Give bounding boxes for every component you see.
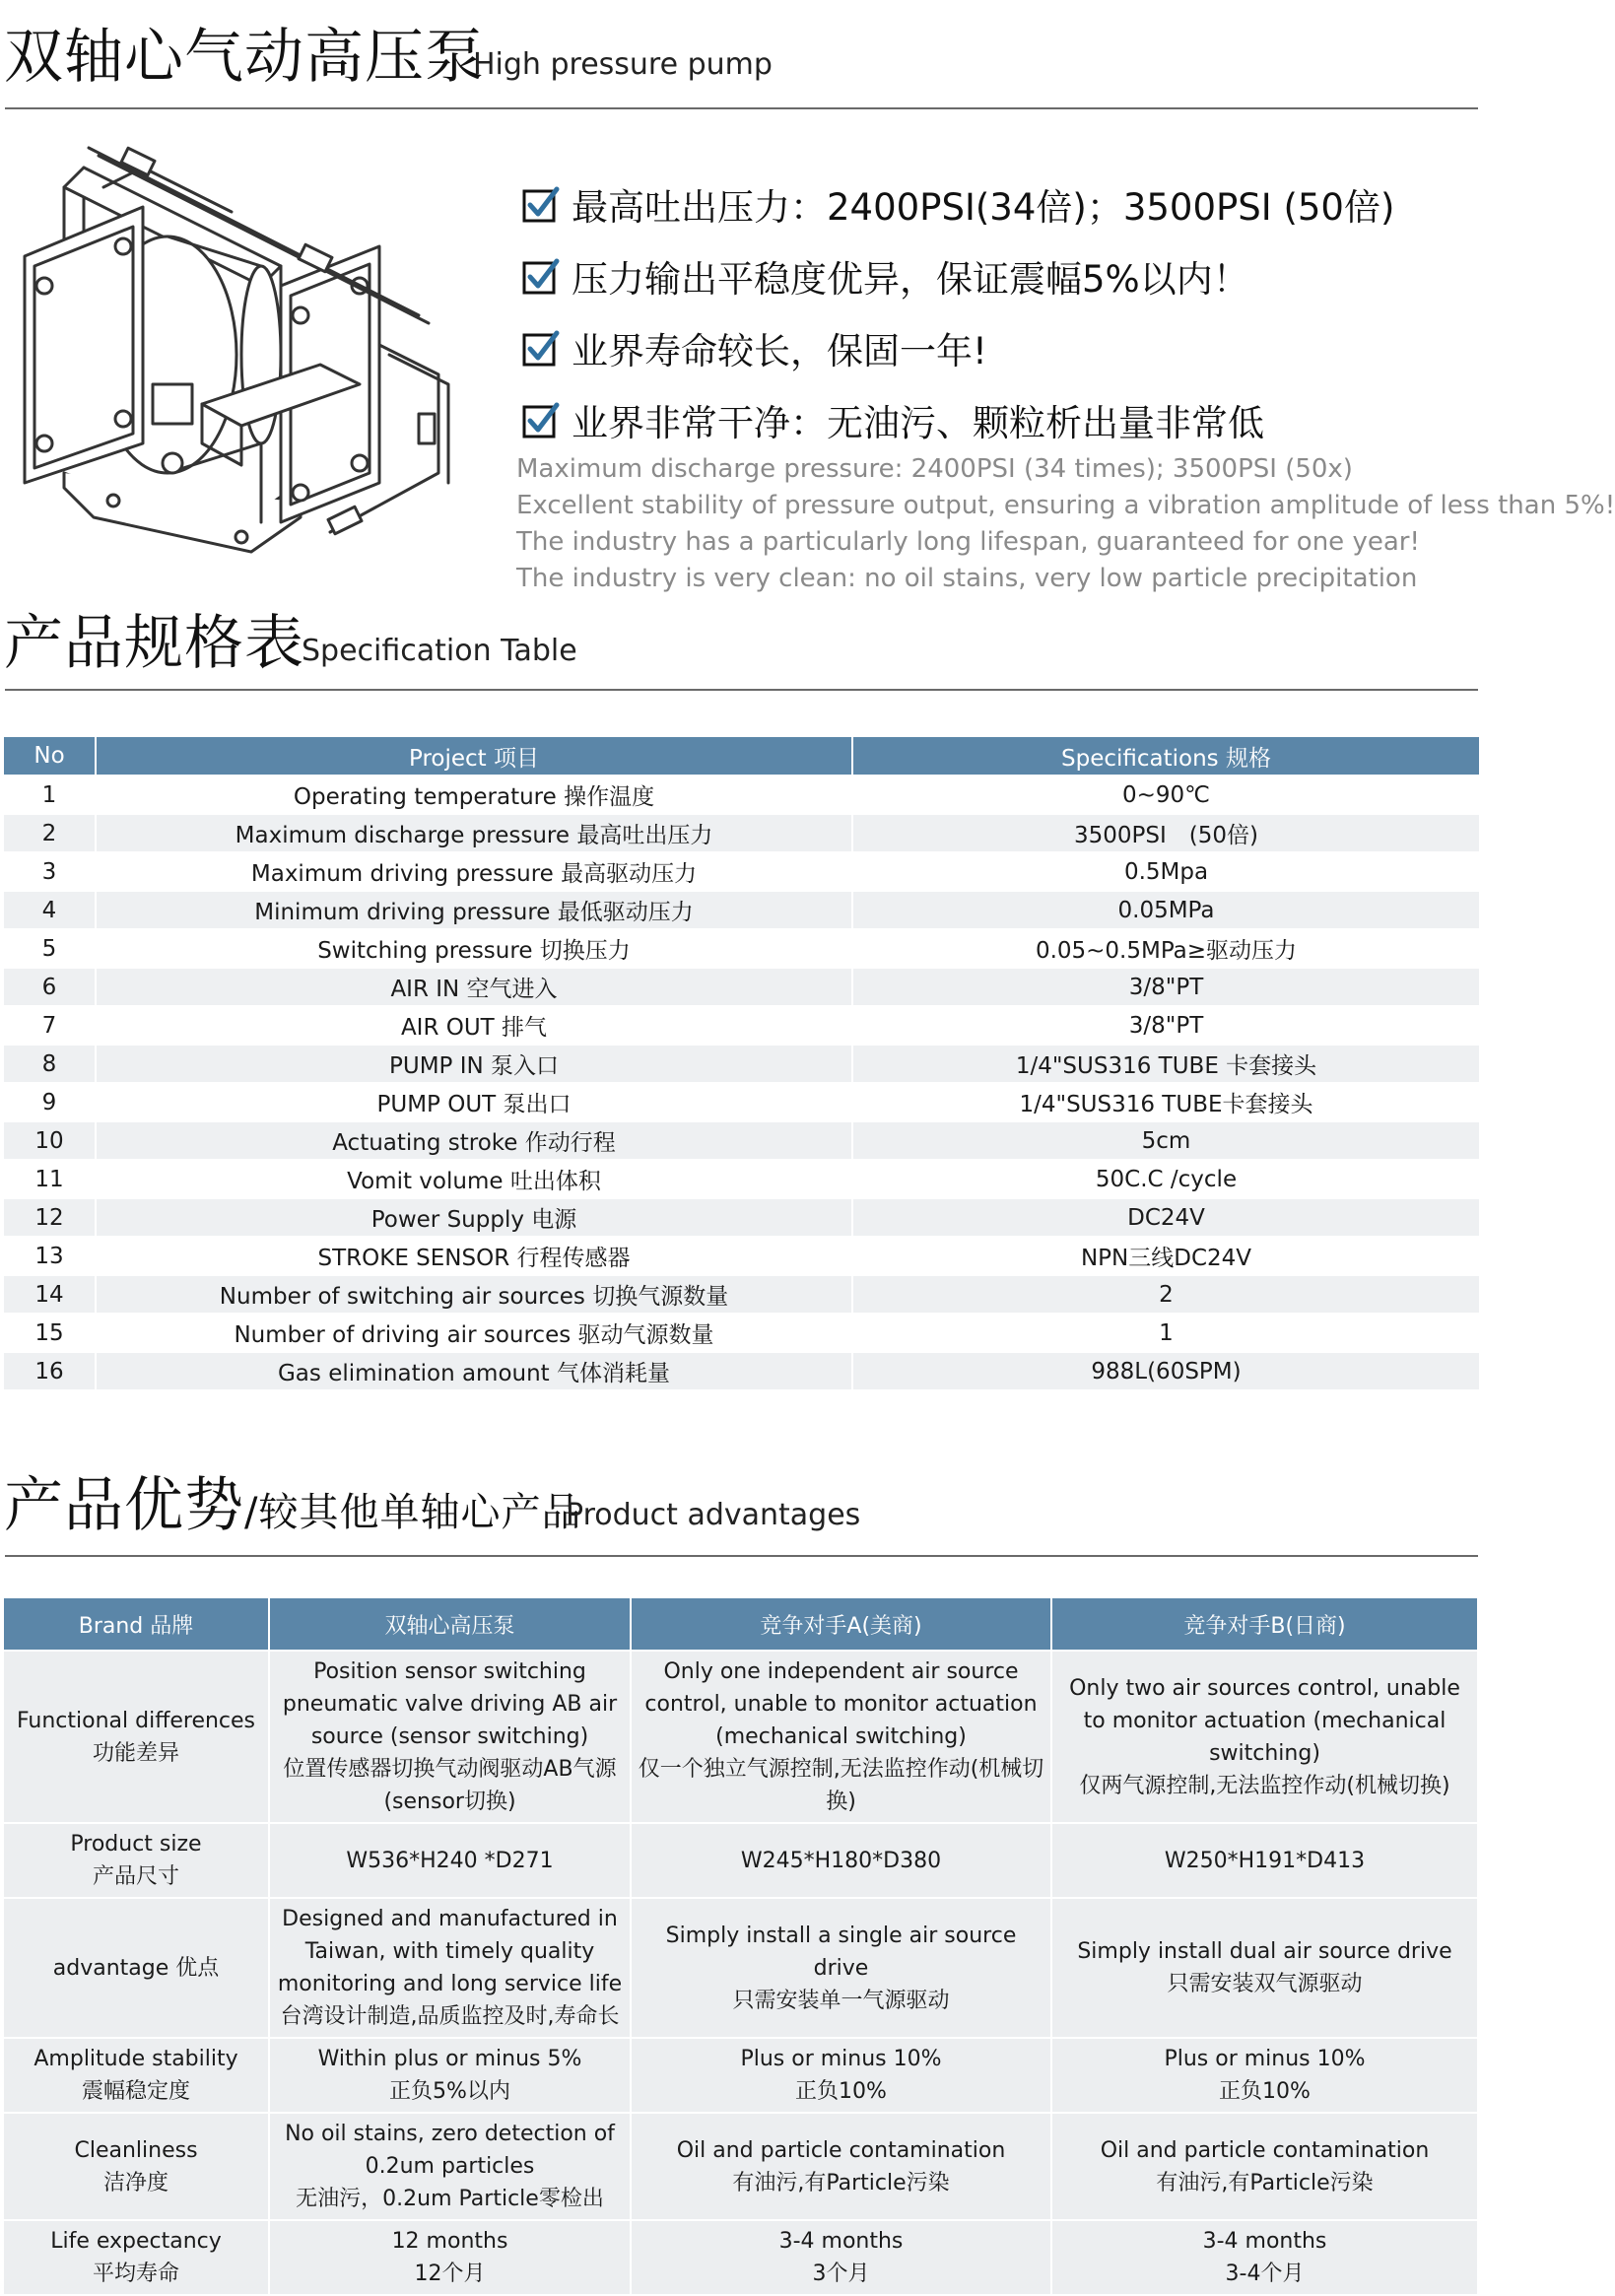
spec-cell-no: 8 [4, 1046, 95, 1082]
adv-cell-comp-a [632, 2114, 1050, 2219]
adv-cell-comp-a [632, 2221, 1050, 2294]
table-row [4, 1652, 1477, 1822]
adv-cell-label [4, 1652, 268, 1822]
spec-cell-project: Switching pressure 切换压力 [97, 930, 851, 967]
table-row [4, 930, 1479, 967]
spec-cell-no: 9 [4, 1084, 95, 1120]
spec-cell-spec: 5cm [853, 1122, 1479, 1159]
cell-text-primary: W245*H180*D380 [740, 1848, 942, 1873]
spec-divider [5, 689, 1478, 691]
cell-text-secondary: 有油污,有Particle污染 [1156, 2170, 1374, 2195]
feature-english-line: The industry is very clean: no oil stains, very low particle precipitation [516, 564, 1418, 593]
spec-cell-project: AIR IN 空气进入 [97, 969, 851, 1005]
cell-text-secondary: 洁净度 [102, 2170, 168, 2195]
spec-table-body [4, 777, 1479, 1389]
table-row [4, 777, 1479, 813]
cell-text-primary: Simply install dual air source drive [1077, 1939, 1452, 1964]
adv-section-subtitle: Product advantages [566, 1498, 861, 1532]
cell-text-primary: W536*H240 *D271 [346, 1848, 554, 1873]
table-row [4, 969, 1479, 1005]
spec-cell-spec: 1 [853, 1315, 1479, 1351]
table-row [4, 1046, 1479, 1082]
spec-cell-spec: 0~90℃ [853, 777, 1479, 813]
spec-section-subtitle: Specification Table [302, 634, 577, 668]
cell-text-primary: Within plus or minus 5% [317, 2047, 582, 2071]
table-row [4, 1899, 1477, 2037]
feature-text: 最高吐出压力：2400PSI(34倍)；3500PSI (50倍) [572, 185, 1395, 229]
cell-text-primary: advantage 优点 [52, 1955, 220, 1981]
cell-text-primary: 3-4 months [1202, 2229, 1327, 2254]
spec-table [2, 735, 1481, 1391]
spec-cell-spec: 0.05~0.5MPa≥驱动压力 [853, 930, 1479, 967]
cell-text-secondary: 仅一个独立气源控制,无法监控作动(机械切换) [638, 1757, 1044, 1814]
spec-cell-no: 5 [4, 930, 95, 967]
spec-header-no: No [4, 737, 95, 775]
spec-cell-project: PUMP IN 泵入口 [97, 1046, 851, 1082]
adv-cell-ours [270, 1899, 630, 2037]
adv-cell-comp-a [632, 1824, 1050, 1897]
spec-cell-spec: 0.5Mpa [853, 853, 1479, 890]
adv-cell-label [4, 1824, 268, 1897]
spec-header-row [4, 737, 1479, 775]
adv-cell-label [4, 2221, 268, 2294]
table-row [4, 1824, 1477, 1897]
adv-cell-ours [270, 2114, 630, 2219]
spec-cell-project: Maximum driving pressure 最高驱动压力 [97, 853, 851, 890]
cell-text-primary: Only two air sources control, unable to monitor actuation (mechanical switching) [1069, 1675, 1460, 1766]
cell-text-secondary: 位置传感器切换气动阀驱动AB气源(sensor切换) [283, 1757, 617, 1814]
adv-cell-comp-b [1052, 2221, 1477, 2294]
adv-header-row [4, 1598, 1477, 1650]
feature-item [522, 383, 1468, 455]
adv-section-title-main: 产品优势 [4, 1471, 244, 1540]
spec-cell-no: 13 [4, 1238, 95, 1274]
spec-cell-spec: 0.05MPa [853, 892, 1479, 928]
table-row [4, 853, 1479, 890]
spec-cell-project: Number of switching air sources 切换气源数量 [97, 1276, 851, 1313]
cell-text-primary: Designed and manufactured in Taiwan, with timely quality monitoring and long service life [277, 1907, 623, 1996]
table-row [4, 1199, 1479, 1236]
spec-header-spec: Specifications 规格 [853, 737, 1479, 775]
cell-text-primary: 12 months [391, 2229, 508, 2254]
spec-cell-spec: DC24V [853, 1199, 1479, 1236]
cell-text-secondary: 12个月 [414, 2262, 486, 2286]
table-row [4, 1084, 1479, 1120]
adv-cell-comp-b [1052, 1652, 1477, 1822]
adv-cell-comp-b [1052, 2114, 1477, 2219]
adv-section-title [4, 1458, 581, 1543]
cell-text-primary: Functional differences [16, 1708, 256, 1733]
cell-text-secondary: 功能差异 [92, 1740, 179, 1766]
adv-cell-comp-a [632, 1652, 1050, 1822]
table-row [4, 1353, 1479, 1389]
spec-cell-no: 14 [4, 1276, 95, 1313]
adv-cell-comp-b [1052, 1899, 1477, 2037]
cell-text-primary: Plus or minus 10% [740, 2047, 942, 2071]
spec-cell-spec: 3500PSI (50倍) [853, 815, 1479, 851]
table-row [4, 1238, 1479, 1274]
spec-cell-no: 16 [4, 1353, 95, 1389]
spec-cell-spec: 1/4"SUS316 TUBE卡套接头 [853, 1084, 1479, 1120]
spec-cell-project: PUMP OUT 泵出口 [97, 1084, 851, 1120]
spec-cell-project: Number of driving air sources 驱动气源数量 [97, 1315, 851, 1351]
adv-cell-comp-a [632, 2039, 1050, 2112]
checkbox-checked-icon [522, 329, 560, 367]
table-row [4, 815, 1479, 851]
spec-cell-spec: 988L(60SPM) [853, 1353, 1479, 1389]
cell-text-primary: Oil and particle contamination [676, 2137, 1006, 2163]
spec-cell-spec: 3/8"PT [853, 1007, 1479, 1044]
cell-text-secondary: 正负10% [1219, 2079, 1311, 2104]
feature-english-line: Excellent stability of pressure output, ensuring a vibration amplitude of less than 5%! [516, 491, 1615, 520]
adv-header-comp-a: 竞争对手A(美商) [632, 1598, 1050, 1650]
cell-text-secondary: 3个月 [812, 2262, 870, 2286]
cell-text-primary: No oil stains, zero detection of 0.2um particles [285, 2122, 615, 2179]
checkbox-checked-icon [522, 401, 560, 439]
advantage-table-body [4, 1652, 1477, 2294]
adv-cell-ours [270, 1652, 630, 1822]
cell-text-secondary: 产品尺寸 [92, 1864, 179, 1889]
cell-text-primary: Plus or minus 10% [1164, 2047, 1366, 2071]
spec-cell-project: Power Supply 电源 [97, 1199, 851, 1236]
feature-text: 压力输出平稳度优异，保证震幅5%以内！ [572, 257, 1249, 301]
cell-text-secondary: 只需安装单一气源驱动 [732, 1988, 950, 2013]
spec-cell-spec: 1/4"SUS316 TUBE 卡套接头 [853, 1046, 1479, 1082]
adv-divider [5, 1555, 1478, 1557]
feature-item [522, 168, 1468, 239]
cell-text-primary: W250*H191*D413 [1164, 1848, 1366, 1873]
cell-text-secondary: 震幅稳定度 [81, 2079, 190, 2104]
cell-text-primary: Simply install a single air source drive [665, 1923, 1017, 1981]
page-title: 双轴心气动高压泵 [4, 23, 485, 92]
spec-cell-no: 10 [4, 1122, 95, 1159]
cell-text-primary: Cleanliness [74, 2137, 198, 2163]
spec-cell-no: 3 [4, 853, 95, 890]
cell-text-primary: 3-4 months [778, 2229, 904, 2254]
table-row [4, 1122, 1479, 1159]
adv-cell-label [4, 1899, 268, 2037]
checkbox-checked-icon [522, 257, 560, 295]
adv-header-brand: Brand 品牌 [4, 1598, 268, 1650]
spec-cell-spec: NPN三线DC24V [853, 1238, 1479, 1274]
cell-text-secondary: 正负10% [795, 2079, 887, 2104]
checkbox-checked-icon [522, 185, 560, 223]
feature-english-line: Maximum discharge pressure: 2400PSI (34 times); 3500PSI (50x) [516, 454, 1353, 484]
spec-cell-no: 11 [4, 1161, 95, 1197]
spec-cell-project: Minimum driving pressure 最低驱动压力 [97, 892, 851, 928]
spec-cell-no: 15 [4, 1315, 95, 1351]
spec-cell-no: 7 [4, 1007, 95, 1044]
spec-cell-project: AIR OUT 排气 [97, 1007, 851, 1044]
adv-section-header [0, 1449, 1478, 1547]
spec-cell-project: Gas elimination amount 气体消耗量 [97, 1353, 851, 1389]
table-row [4, 892, 1479, 928]
cell-text-secondary: 平均寿命 [92, 2262, 179, 2286]
feature-text: 业界非常干净：无油污、颗粒析出量非常低 [572, 401, 1264, 444]
spec-cell-no: 1 [4, 777, 95, 813]
adv-cell-ours [270, 2039, 630, 2112]
page-subtitle: High pressure pump [473, 47, 773, 82]
table-row [4, 2221, 1477, 2294]
spec-cell-project: Maximum discharge pressure 最高吐出压力 [97, 815, 851, 851]
header [0, 0, 1478, 108]
spec-cell-project: STROKE SENSOR 行程传感器 [97, 1238, 851, 1274]
adv-cell-label [4, 2114, 268, 2219]
adv-cell-ours [270, 2221, 630, 2294]
feature-english-list [516, 451, 1615, 597]
adv-cell-comp-a [632, 1899, 1050, 2037]
cell-text-primary: Oil and particle contamination [1100, 2137, 1430, 2163]
table-row [4, 1007, 1479, 1044]
spec-cell-spec: 3/8"PT [853, 969, 1479, 1005]
feature-english-line: The industry has a particularly long lifespan, guaranteed for one year! [516, 527, 1420, 557]
spec-cell-no: 6 [4, 969, 95, 1005]
cell-text-secondary: 3-4个月 [1225, 2262, 1305, 2286]
feature-item [522, 239, 1468, 311]
feature-list [522, 168, 1468, 455]
table-row [4, 1315, 1479, 1351]
spec-cell-no: 12 [4, 1199, 95, 1236]
cell-text-primary: Amplitude stability [34, 2047, 238, 2071]
cell-text-primary: Product size [70, 1832, 202, 1857]
table-row [4, 1276, 1479, 1313]
spec-cell-no: 2 [4, 815, 95, 851]
header-divider [5, 107, 1478, 109]
cell-text-primary: Position sensor switching pneumatic valve driving AB air source (sensor switching) [282, 1659, 618, 1749]
cell-text-secondary: 无油污，0.2um Particle零检出 [296, 2187, 604, 2211]
cell-text-secondary: 仅两气源控制,无法监控作动(机械切换) [1079, 1773, 1450, 1798]
spec-header-project: Project 项目 [97, 737, 851, 775]
cell-text-secondary: 台湾设计制造,品质监控及时,寿命长 [280, 2004, 620, 2029]
cell-text-secondary: 只需安装双气源驱动 [1167, 1972, 1363, 1996]
cell-text-primary: Life expectancy [50, 2229, 222, 2254]
spec-cell-project: Operating temperature 操作温度 [97, 777, 851, 813]
spec-cell-spec: 50C.C /cycle [853, 1161, 1479, 1197]
spec-cell-no: 4 [4, 892, 95, 928]
spec-cell-project: Vomit volume 吐出体积 [97, 1161, 851, 1197]
advantage-table [2, 1596, 1479, 2296]
adv-cell-label [4, 2039, 268, 2112]
spec-section-header [0, 586, 1478, 685]
adv-cell-ours [270, 1824, 630, 1897]
adv-section-title-sub: /较其他单轴心产品 [244, 1490, 582, 1535]
feature-item [522, 311, 1468, 383]
table-row [4, 1161, 1479, 1197]
table-row [4, 2039, 1477, 2112]
cell-text-primary: Only one independent air source control, unable to monitor actuation (mechanical switching) [644, 1659, 1038, 1749]
spec-section-title: 产品规格表 [4, 609, 304, 678]
table-row [4, 2114, 1477, 2219]
feature-text: 业界寿命较长，保固一年! [572, 329, 987, 372]
cell-text-secondary: 正负5%以内 [389, 2079, 510, 2104]
cell-text-secondary: 有油污,有Particle污染 [732, 2170, 950, 2195]
adv-cell-comp-b [1052, 1824, 1477, 1897]
adv-header-comp-b: 竞争对手B(日商) [1052, 1598, 1477, 1650]
adv-cell-comp-b [1052, 2039, 1477, 2112]
adv-header-ours: 双轴心高压泵 [270, 1598, 630, 1650]
pump-illustration [5, 148, 468, 572]
spec-cell-project: Actuating stroke 作动行程 [97, 1122, 851, 1159]
spec-cell-spec: 2 [853, 1276, 1479, 1313]
